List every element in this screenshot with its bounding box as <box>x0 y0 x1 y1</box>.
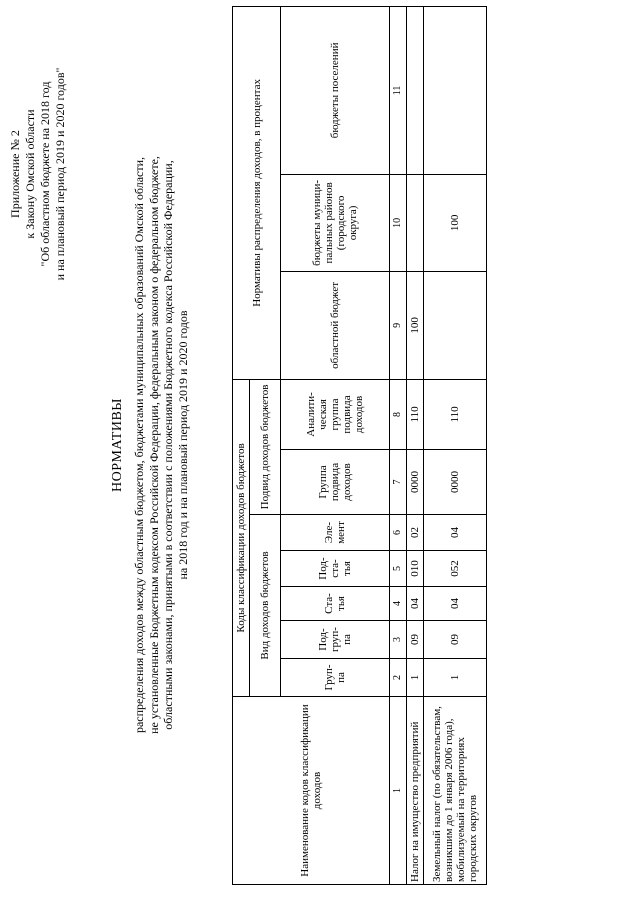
header-codes: Коды классификации доходов бюджетов <box>233 379 250 696</box>
column-numbers-row <box>390 6 407 884</box>
row-regional <box>424 271 487 379</box>
column-number: 4 <box>390 587 407 621</box>
title-line-1: распределения доходов между областным бюджетом, бюджетами муниципальных образований Омской области, <box>132 156 146 734</box>
row-name: Налог на имущество предприятий <box>407 697 424 885</box>
appendix-law-title-2: и на плановый период 2019 и 2020 годов" <box>53 67 67 281</box>
row-subgroup: 09 <box>424 621 487 659</box>
column-number: 7 <box>390 450 407 515</box>
header-podvid: Подвид доходов бюджетов <box>250 379 281 514</box>
header-row-1 <box>233 6 250 884</box>
column-number: 8 <box>390 379 407 449</box>
row-group: 1 <box>407 659 424 697</box>
norms-table <box>232 6 487 885</box>
row-municipal <box>407 174 424 271</box>
row-subgroup: 09 <box>407 621 424 659</box>
row-article: 04 <box>407 587 424 621</box>
column-number: 5 <box>390 551 407 587</box>
header-group: Груп-па <box>281 659 390 697</box>
header-article: Ста-тья <box>281 587 390 621</box>
header-subarticle: Под-ста-тья <box>281 551 390 587</box>
table-row <box>407 6 424 884</box>
row-municipal: 100 <box>424 174 487 271</box>
row-analytic-group: 110 <box>407 379 424 449</box>
header-settlement-budgets: бюджеты поселений <box>281 6 390 174</box>
header-subgroup: Под-груп-па <box>281 621 390 659</box>
row-analytic-group: 110 <box>424 379 487 449</box>
header-analytic-group: Аналити-ческая группа подвида доходов <box>281 379 390 449</box>
row-settlements <box>407 6 424 174</box>
row-element: 04 <box>424 515 487 551</box>
row-subarticle: 052 <box>424 551 487 587</box>
table-row <box>424 6 487 884</box>
appendix-law-title-1: "Об областном бюджете на 2018 год <box>38 81 52 267</box>
row-settlements <box>424 6 487 174</box>
title-heading: НОРМАТИВЫ <box>110 397 125 493</box>
row-subarticle: 010 <box>407 551 424 587</box>
column-number: 10 <box>390 174 407 271</box>
title-block <box>110 65 190 825</box>
header-podvid-group: Группа подвида доходов <box>281 450 390 515</box>
column-number: 1 <box>390 697 407 885</box>
column-number: 3 <box>390 621 407 659</box>
title-line-2: не установленные Бюджетным кодексом Российской Федерации, федеральным законом о федеральном бюджете, <box>146 156 161 734</box>
column-number: 11 <box>390 6 407 174</box>
appendix-header <box>8 24 68 324</box>
title-description <box>132 65 190 825</box>
header-vid: Вид доходов бюджетов <box>250 515 281 697</box>
appendix-number: Приложение № 2 <box>8 130 22 218</box>
title-line-4: на 2018 год и на плановый период 2019 и 2020 годов <box>175 310 190 580</box>
row-podvid-group: 0000 <box>424 450 487 515</box>
header-municipal-budgets: бюджеты муници-пальных районов (городского округа) <box>281 174 390 271</box>
header-name: Наименование кодов классификации доходов <box>233 697 390 885</box>
row-group: 1 <box>424 659 487 697</box>
row-article: 04 <box>424 587 487 621</box>
row-regional: 100 <box>407 271 424 379</box>
header-regional-budget: областной бюджет <box>281 271 390 379</box>
header-element: Эле-мент <box>281 515 390 551</box>
column-number: 6 <box>390 515 407 551</box>
row-element: 02 <box>407 515 424 551</box>
column-number: 9 <box>390 271 407 379</box>
header-norms: Нормативы распределения доходов, в процентах <box>233 6 281 379</box>
title-line-3: областными законами, принятыми в соответствии с положениями Бюджетного кодекса Российской Федерации, <box>161 160 175 730</box>
appendix-law: к Закону Омской области <box>23 109 37 239</box>
row-name: Земельный налог (по обязательствам, возникшим до 1 января 2006 года), мобилизуемый на территориях городских округов <box>424 697 487 885</box>
column-number: 2 <box>390 659 407 697</box>
row-podvid-group: 0000 <box>407 450 424 515</box>
